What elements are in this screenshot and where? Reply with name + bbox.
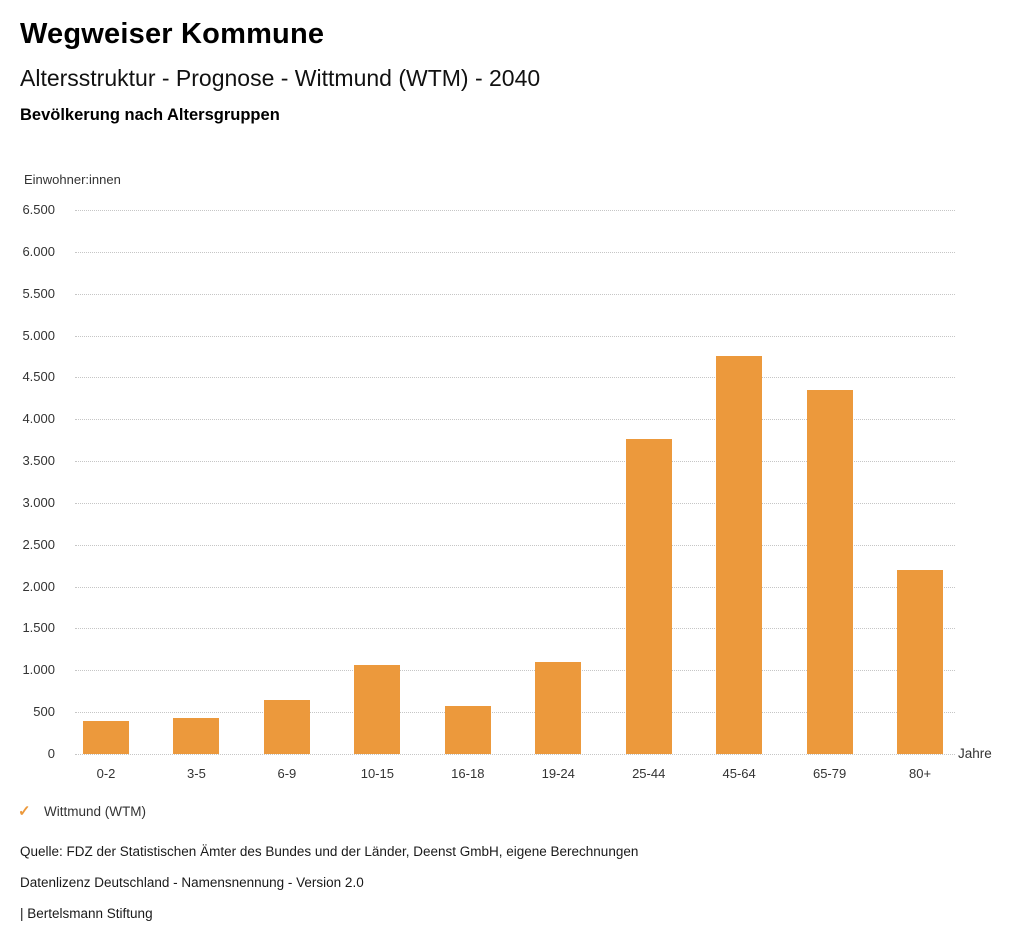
x-axis-unit-label: Jahre: [958, 746, 992, 761]
legend-check-icon: ✓: [18, 803, 31, 820]
y-axis-title: Einwohner:innen: [24, 172, 121, 187]
bar[interactable]: [264, 700, 310, 754]
x-tick-label: 45-64: [722, 766, 756, 781]
gridline: [75, 377, 955, 378]
y-tick-label: 2.500: [22, 536, 55, 552]
gridline: [75, 294, 955, 295]
app-title: Wegweiser Kommune: [20, 18, 325, 50]
x-tick-label: 80+: [909, 766, 932, 781]
y-tick-label: 2.000: [22, 578, 55, 594]
license-text: Datenlizenz Deutschland - Namensnennung - Version 2.0: [20, 875, 364, 890]
bar[interactable]: [445, 706, 491, 754]
x-tick-label: 25-44: [632, 766, 666, 781]
x-tick-label: 19-24: [541, 766, 575, 781]
y-tick-label: 6.500: [22, 202, 55, 217]
x-tick-label: 0-2: [96, 766, 116, 781]
y-tick-label: 3.000: [22, 494, 55, 510]
y-tick-label: 1.500: [22, 620, 55, 636]
y-tick-label: 4.000: [22, 411, 55, 427]
bar[interactable]: [354, 665, 400, 754]
gridline: [75, 210, 955, 211]
y-tick-label: 5.500: [22, 285, 55, 301]
legend-label: Wittmund (WTM): [44, 803, 146, 819]
bar[interactable]: [83, 721, 129, 754]
bar[interactable]: [807, 390, 853, 754]
x-tick-label: 10-15: [360, 766, 394, 781]
bar[interactable]: [716, 356, 762, 754]
y-tick-label: 500: [33, 704, 55, 720]
legend-item-wittmund[interactable]: [18, 802, 146, 820]
x-tick-label: 6-9: [277, 766, 297, 781]
chart-title: Altersstruktur - Prognose - Wittmund (WTM) - 2040: [20, 65, 541, 91]
chart-subtitle: Bevölkerung nach Altersgruppen: [20, 106, 280, 124]
y-tick-label: 1.000: [22, 662, 55, 678]
y-tick-label: 4.500: [22, 369, 55, 385]
bar[interactable]: [535, 662, 581, 754]
gridline: [75, 754, 955, 755]
bar[interactable]: [173, 718, 219, 754]
x-tick-label: 16-18: [451, 766, 485, 781]
y-tick-label: 3.500: [22, 453, 55, 469]
bar[interactable]: [897, 570, 943, 754]
gridline: [75, 336, 955, 337]
y-tick-label: 0: [47, 746, 55, 761]
x-tick-label: 3-5: [187, 766, 206, 781]
x-tick-label: 65-79: [812, 766, 847, 781]
source-text: Quelle: FDZ der Statistischen Ämter des Bundes und der Länder, Deenst GmbH, eigene Berechnungen: [20, 844, 639, 859]
gridline: [75, 252, 955, 253]
y-tick-label: 6.000: [22, 243, 55, 259]
publisher-text: | Bertelsmann Stiftung: [20, 906, 153, 921]
bar[interactable]: [626, 439, 672, 754]
y-tick-label: 5.000: [22, 327, 55, 343]
